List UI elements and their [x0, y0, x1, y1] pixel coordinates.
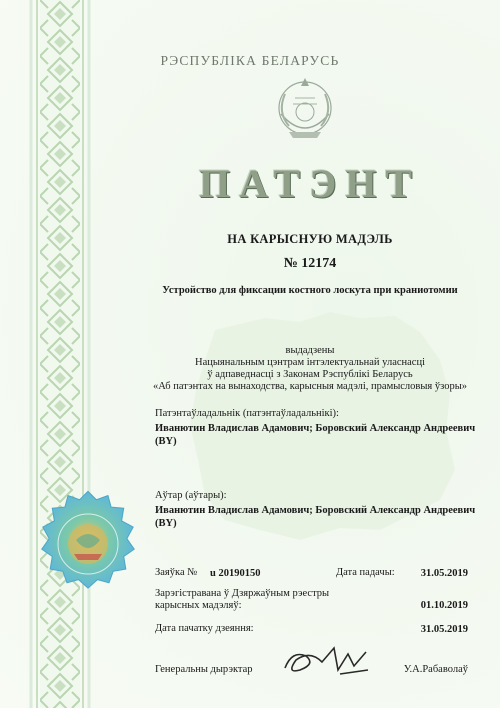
invention-title: Устройство для фиксации костного лоскута при краниотомии: [162, 285, 458, 296]
owner-country: (BY): [155, 436, 177, 447]
director-signature: [285, 648, 368, 674]
filing-date-label: Дата падачы:: [336, 567, 395, 578]
owner-names: Иванютин Владислав Адамович; Боровский Александр Андреевич: [155, 423, 476, 434]
author-country: (BY): [155, 518, 177, 529]
registered-label-line-1: Зарэгістравана ў Дзяржаўным рэестры: [155, 588, 330, 599]
start-date-label: Дата пачатку дзеяння:: [155, 623, 254, 634]
author-names: Иванютин Владислав Адамович; Боровский Александр Андреевич: [155, 505, 476, 516]
document-subtitle: НА КАРЫСНУЮ МАДЭЛЬ: [227, 232, 393, 246]
registered-date: 01.10.2019: [420, 600, 468, 611]
author-label: Аўтар (аўтары):: [155, 490, 227, 501]
start-date: 31.05.2019: [420, 624, 468, 635]
issued-line-2: Нацыянальным цэнтрам інтэлектуальнай уласнасці: [195, 357, 425, 368]
state-emblem: [279, 78, 331, 138]
issued-line-4: «Аб патэнтах на вынаходства, карысныя мадэлі, прамысловыя ўзоры»: [152, 381, 468, 392]
application-number: u 20190150: [210, 568, 261, 579]
application-label: Заяўка №: [155, 567, 198, 578]
registered-label-line-2: карысных мадэляў:: [155, 600, 242, 611]
patent-number: № 12174: [283, 256, 337, 271]
director-name: У.А.Рабаволаў: [403, 664, 468, 675]
document-title: ПАТЭНТ: [198, 161, 422, 206]
director-position: Генеральны дырэктар: [155, 664, 253, 675]
owner-label: Патэнтаўладальнік (патэнтаўладальнікі):: [155, 408, 339, 419]
country-name: РЭСПУБЛІКА БЕЛАРУСЬ: [160, 53, 340, 68]
filing-date: 31.05.2019: [420, 568, 468, 579]
issued-line-1: выдадзены: [285, 345, 335, 356]
issued-line-3: ў адпаведнасці з Законам Рэспублікі Беларусь: [207, 369, 413, 380]
